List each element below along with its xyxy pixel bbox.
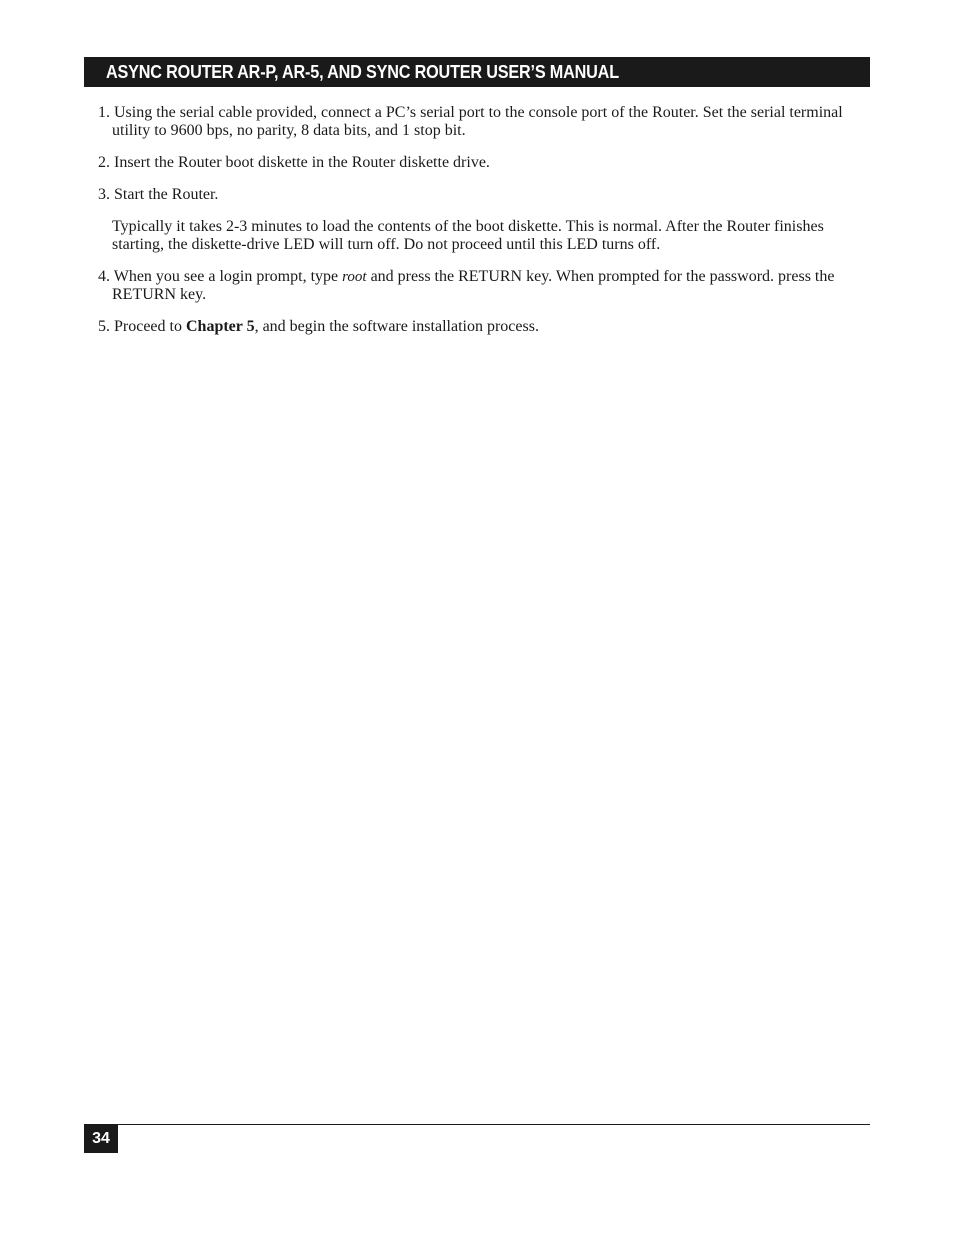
step-text: Proceed to xyxy=(114,318,186,335)
step-number: 1. xyxy=(98,104,110,121)
step-text: When you see a login prompt, type xyxy=(113,268,343,285)
step-2 xyxy=(98,154,868,172)
step-text: , and begin the software installation process. xyxy=(254,318,539,335)
step-text: Insert the Router boot diskette in the Router diskette drive. xyxy=(114,154,490,171)
header-bar xyxy=(84,57,870,87)
step-text: Using the serial cable provided, connect a PC’s serial port to the console port of the Router. Set the serial terminal utility to 9600 bps, no parity, 8 data bits, and 1 stop bit. xyxy=(112,104,843,139)
step-text: and press the RETURN key. When prompted for the password. press the RETURN key. xyxy=(112,268,835,303)
step-3 xyxy=(98,186,868,204)
step-number: 2. xyxy=(98,154,110,171)
step-4 xyxy=(98,268,868,304)
step-1 xyxy=(98,104,868,140)
manual-title: ASYNC ROUTER AR-P, AR-5, AND SYNC ROUTER USER’S MANUAL xyxy=(106,61,619,82)
step-number: 3. xyxy=(98,186,110,203)
step-5 xyxy=(98,318,868,336)
chapter-reference: Chapter 5 xyxy=(185,318,255,335)
instructions xyxy=(98,104,868,350)
footer-rule xyxy=(84,1124,870,1125)
page-number: 34 xyxy=(84,1124,118,1153)
step-text: Start the Router. xyxy=(114,186,219,203)
step-number: 4. xyxy=(98,268,110,285)
step-number: 5. xyxy=(98,318,110,335)
step-3-note: Typically it takes 2-3 minutes to load the contents of the boot diskette. This is normal. After the Router finishes starting, the diskette-drive LED will turn off. Do not proceed until this LED turns off. xyxy=(112,218,824,253)
login-command: root xyxy=(342,269,367,285)
